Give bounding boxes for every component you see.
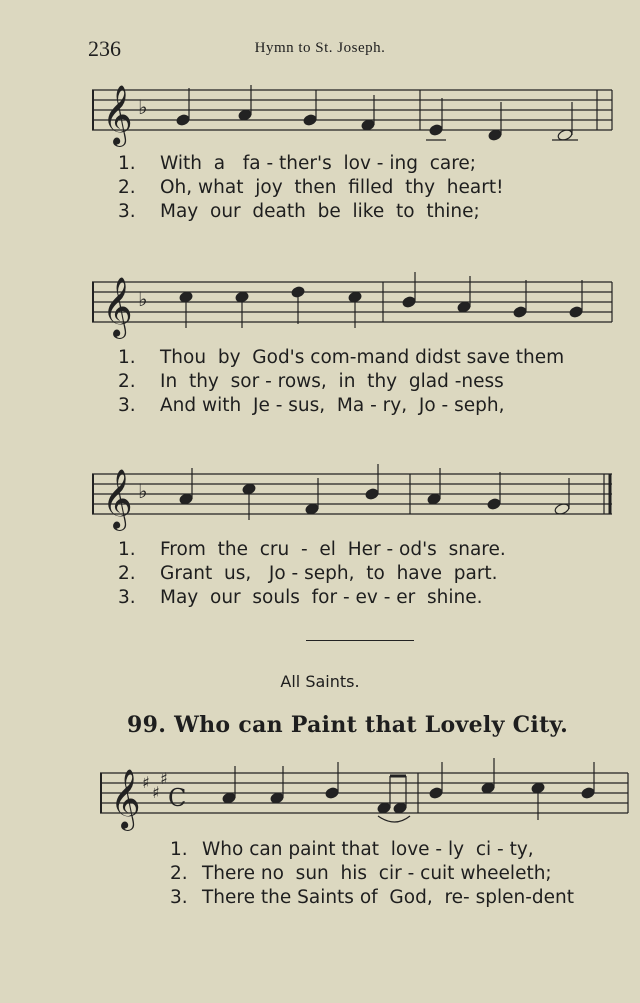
- svg-text:♯: ♯: [142, 773, 150, 792]
- music-staff-4: [0, 758, 640, 838]
- hymn-title: 99. Who can Paint that Lovely City.: [127, 712, 569, 738]
- page-header: [0, 36, 640, 64]
- svg-text:𝄞: 𝄞: [102, 277, 133, 337]
- svg-text:C: C: [168, 784, 187, 812]
- svg-text:𝄞: 𝄞: [102, 85, 133, 145]
- music-staff-1: [0, 80, 640, 150]
- section-divider: [306, 640, 414, 641]
- running-title: Hymn to St. Joseph.: [254, 40, 386, 56]
- svg-text:♭: ♭: [138, 95, 148, 119]
- svg-text:♯: ♯: [160, 769, 168, 788]
- svg-text:𝄞: 𝄞: [110, 769, 141, 829]
- music-staff-2: [0, 272, 640, 342]
- svg-text:♯: ♯: [152, 783, 160, 802]
- hymnal-page: 236 Hymn to St. Joseph. 𝄞 ♭ 1. With a fa - ther's lov - ing care; 2. Oh, what joy then filled thy heart! 3. May our death be like to thine; 𝄞 ♭ 1. Thou by God's com-mand didst save them 2. In thy sor - rows, in thy glad -ness 3. And with Je - sus, Ma - ry, Jo - seph, 𝄞 ♭ 1. From the cru - el Her - od's snare. 2. Grant us, Jo - seph, to have part. 3. May our souls for - ev - er shine. All Saints. 99. Who can Paint that Lovely City. 𝄞 ♯ ♯ ♯ C 1. Who can paint that love - ly ci - ty, 2. There no sun his cir - cuit wheeleth; 3. There the Saints of God, re- splen-dent: [0, 0, 640, 1003]
- svg-text:𝄞: 𝄞: [102, 469, 133, 529]
- page-number: 236: [88, 36, 121, 61]
- music-staff-3: [0, 464, 640, 534]
- svg-text:♭: ♭: [138, 287, 148, 311]
- section-title: All Saints.: [280, 672, 360, 691]
- svg-text:♭: ♭: [138, 479, 148, 503]
